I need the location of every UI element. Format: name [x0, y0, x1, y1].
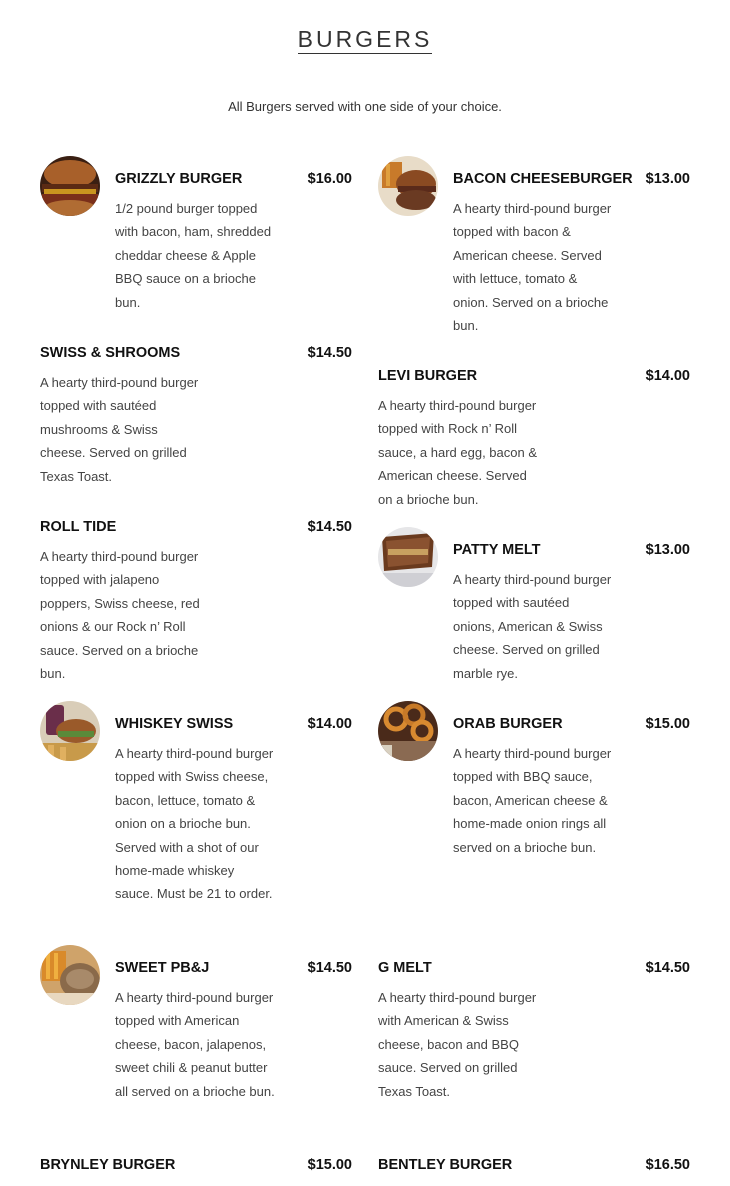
item-price: $15.00: [307, 1157, 352, 1173]
section-subtitle: All Burgers served with one side of your choice.: [228, 99, 502, 114]
item-name: BENTLEY BURGER: [378, 1157, 513, 1173]
item-description: A hearty third-pound burger topped with jalapeno poppers, Swiss cheese, red onions & our Rock n’ Roll sauce. Served on a brioche bun.: [40, 549, 200, 682]
item-name: SWISS & SHROOMS: [40, 345, 181, 361]
item-price: $14.50: [307, 345, 352, 361]
item-name: ORAB BURGER: [453, 716, 563, 732]
item-price: $14.00: [307, 716, 352, 732]
item-name: BACON CHEESEBURGER: [453, 171, 633, 187]
item-price: $13.00: [645, 171, 690, 187]
patty-melt-photo: [378, 527, 438, 587]
item-name: GRIZZLY BURGER: [115, 171, 243, 187]
item-name: G MELT: [378, 960, 432, 976]
item-price: $14.50: [645, 960, 690, 976]
sweet-pbj-photo: [40, 945, 100, 1005]
whiskey-swiss-photo: [40, 701, 100, 761]
item-price: $13.00: [645, 542, 690, 558]
item-price: $14.00: [645, 368, 690, 384]
item-name: LEVI BURGER: [378, 368, 478, 384]
item-description: A hearty third-pound burger topped with sautéed mushrooms & Swiss cheese. Served on grilled Texas Toast.: [40, 375, 199, 484]
section-title: [0, 26, 730, 53]
item-price: $15.00: [645, 716, 690, 732]
item-name: PATTY MELT: [453, 542, 541, 558]
item-description: A hearty third-pound burger topped with American cheese, bacon, jalapenos, sweet chili & peanut butter all served on a brioche bun.: [115, 990, 275, 1099]
item-name: ROLL TIDE: [40, 519, 117, 535]
item-price: $14.50: [307, 960, 352, 976]
item-description: A hearty third-pound burger topped with BBQ sauce, bacon, American cheese & home-made onion rings all served on a brioche bun.: [453, 746, 612, 855]
bacon-cheeseburger-photo: [378, 156, 438, 216]
item-price: $14.50: [307, 519, 352, 535]
item-description: A hearty third-pound burger topped with Rock n’ Roll sauce, a hard egg, bacon & American cheese. Served on a brioche bun.: [378, 398, 538, 507]
grizzly-burger-photo: [40, 156, 100, 216]
orab-burger-photo: [378, 701, 438, 761]
item-description: A hearty third-pound burger topped with Swiss cheese, bacon, lettuce, tomato & onion on a brioche bun. Served with a shot of our home-made whiskey sauce. Must be 21 to order.: [115, 746, 274, 902]
item-name: WHISKEY SWISS: [115, 716, 234, 732]
item-description: A hearty third-pound burger topped with sautéed onions, American & Swiss cheese. Served on grilled marble rye.: [453, 572, 612, 681]
item-price: $16.00: [307, 171, 352, 187]
item-description: A hearty third-pound burger topped with bacon & American cheese. Served with lettuce, tomato & onion. Served on a brioche bun.: [453, 201, 612, 334]
item-description: 1/2 pound burger topped with bacon, ham, shredded cheddar cheese & Apple BBQ sauce on a brioche bun.: [115, 201, 272, 310]
section-title-text: BURGERS: [297, 26, 433, 52]
item-price: $16.50: [645, 1157, 690, 1173]
item-name: SWEET PB&J: [115, 960, 210, 976]
item-description: A hearty third-pound burger with American & Swiss cheese, bacon and BBQ sauce. Served on grilled Texas Toast.: [378, 990, 537, 1099]
item-name: BRYNLEY BURGER: [40, 1157, 176, 1173]
